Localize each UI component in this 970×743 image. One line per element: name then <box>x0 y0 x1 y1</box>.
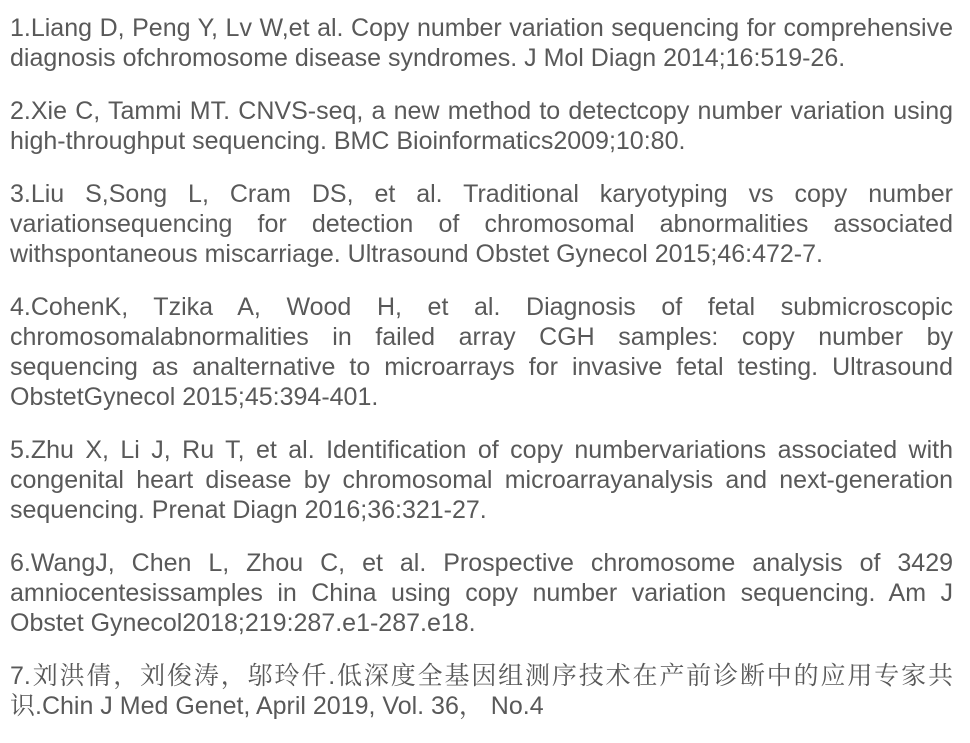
reference-item-5: 5.Zhu X, Li J, Ru T, et al. Identification of copy numbervariations associated with congenital heart disease by chromosomal microarrayanalysis and next-generation sequencing. Prenat Diagn 2016;36:321-27. <box>10 436 953 524</box>
reference-item-6: 6.WangJ, Chen L, Zhou C, et al. Prospective chromosome analysis of 3429 amniocentesissamples in China using copy number variation sequencing. Am J Obstet Gynecol2018;219:287.e1-287.e18. <box>10 549 953 637</box>
reference-item-3: 3.Liu S,Song L, Cram DS, et al. Traditional karyotyping vs copy number variationsequencing for detection of chromosomal abnormalities associated withspontaneous miscarriage. Ultrasound Obstet Gynecol 2015;46:472-7. <box>10 180 953 268</box>
reference-item-4: 4.CohenK, Tzika A, Wood H, et al. Diagnosis of fetal submicroscopic chromosomalabnormalities in failed array CGH samples: copy number by sequencing as analternative to microarrays for invasive fetal testing. Ultrasound ObstetGynecol 2015;45:394-401. <box>10 293 953 411</box>
reference-item-1: 1.Liang D, Peng Y, Lv W,et al. Copy number variation sequencing for comprehensive diagnosis ofchromosome disease syndromes. J Mol Diagn 2014;16:519-26. <box>10 14 953 72</box>
reference-item-2: 2.Xie C, Tammi MT. CNVS-seq, a new method to detectcopy number variation using high-throughput sequencing. BMC Bioinformatics2009;10:80. <box>10 97 953 155</box>
reference-item-7: 7.刘洪倩，刘俊涛，邬玲仟.低深度全基因组测序技术在产前诊断中的应用专家共识.Chin J Med Genet, April 2019, Vol. 36， No.4 <box>10 662 953 720</box>
